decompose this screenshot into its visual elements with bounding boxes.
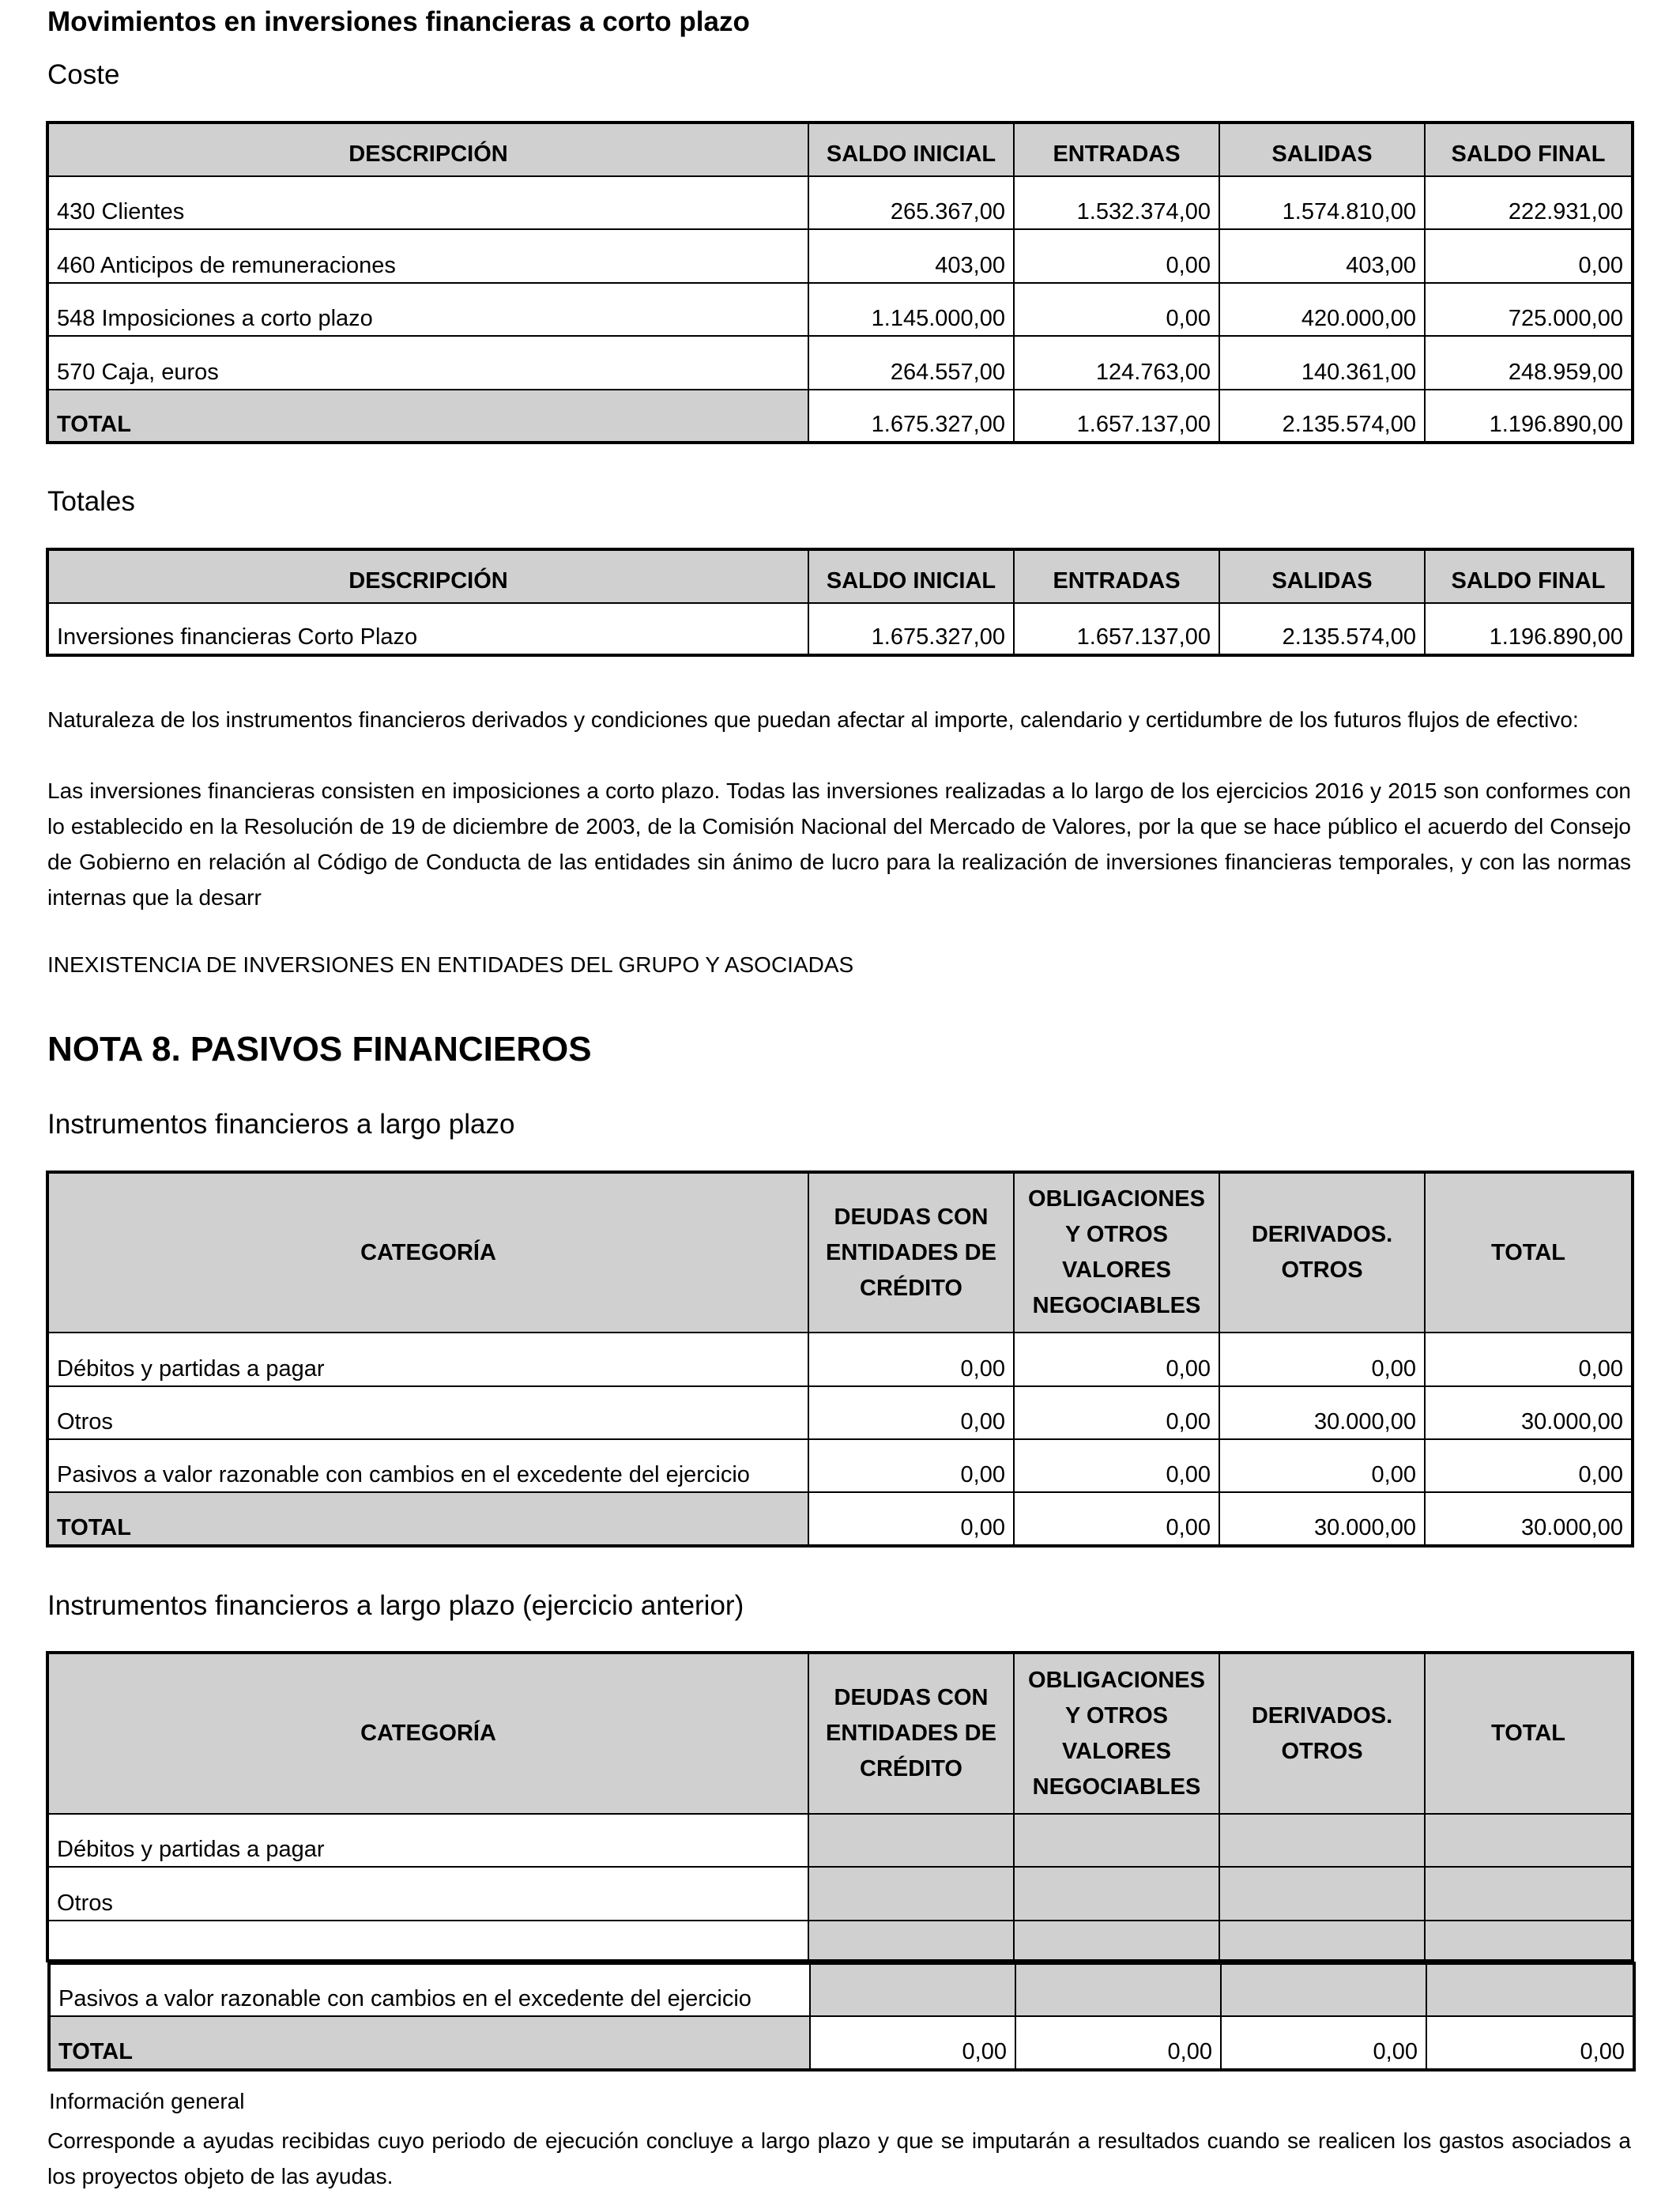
col-header: DESCRIPCIÓN <box>47 549 808 603</box>
col-header: OBLIGACIONES Y OTROS VALORES NEGOCIABLES <box>1014 1172 1219 1333</box>
cell-desc: 570 Caja, euros <box>47 336 808 390</box>
cell-empty <box>1015 1963 1221 2016</box>
cell-desc: Pasivos a valor razonable con cambios en el excedente del ejercicio <box>47 1439 808 1492</box>
totales-table <box>46 548 1634 657</box>
cell-total-label: TOTAL <box>47 390 808 443</box>
movimientos-table <box>46 121 1634 444</box>
cell-value: 0,00 <box>1426 2016 1634 2070</box>
table-row <box>47 336 1633 390</box>
cell-empty <box>808 1814 1014 1867</box>
nota8-title: NOTA 8. PASIVOS FINANCIEROS <box>47 1030 592 1069</box>
cell-value: 0,00 <box>1014 1386 1219 1439</box>
cell-desc <box>47 1921 808 1961</box>
cell-value: 0,00 <box>808 1439 1014 1492</box>
cell-value: 0,00 <box>1014 1439 1219 1492</box>
cell-value: 0,00 <box>1425 229 1633 283</box>
cell-empty <box>810 1963 1015 2016</box>
section-title: Movimientos en inversiones financieras a corto plazo <box>47 6 750 37</box>
cell-total-label: TOTAL <box>47 1492 808 1546</box>
cell-value: 30.000,00 <box>1219 1386 1425 1439</box>
cell-value: 0,00 <box>1425 1333 1633 1386</box>
cell-total-label: TOTAL <box>49 2016 810 2070</box>
info-general-text: Corresponde a ayudas recibidas cuyo periodo de ejecución concluye a largo plazo y que se imputarán a resultados cuando se realicen los gastos asociados a los proyectos objeto de las ayudas. <box>47 2128 1631 2188</box>
col-header: CATEGORÍA <box>47 1653 808 1814</box>
col-header: SALIDAS <box>1219 123 1425 176</box>
total-row <box>47 390 1633 443</box>
table-row <box>47 1814 1633 1867</box>
cell-value: 0,00 <box>808 1333 1014 1386</box>
paragraph-naturaleza: Naturaleza de los instrumentos financieros derivados y condiciones que puedan afectar al importe, calendario y certidumbre de los futuros flujos de efectivo: <box>47 707 1579 732</box>
coste-label: Coste <box>47 59 120 90</box>
cell-empty <box>1219 1921 1425 1961</box>
col-header: SALIDAS <box>1219 549 1425 603</box>
col-header: SALDO FINAL <box>1425 549 1633 603</box>
cell-value: 403,00 <box>1219 229 1425 283</box>
cell-value: 140.361,00 <box>1219 336 1425 390</box>
cell-value: 0,00 <box>1014 283 1219 336</box>
cell-empty <box>1014 1867 1219 1921</box>
cell-value: 265.367,00 <box>808 176 1014 229</box>
cell-empty <box>808 1867 1014 1921</box>
col-header: SALDO FINAL <box>1425 123 1633 176</box>
col-header: DESCRIPCIÓN <box>47 123 808 176</box>
total-row <box>47 1492 1633 1546</box>
cell-value: 403,00 <box>808 229 1014 283</box>
table-row <box>47 1333 1633 1386</box>
cell-value: 2.135.574,00 <box>1219 603 1425 655</box>
col-header: SALDO INICIAL <box>808 123 1014 176</box>
cell-value: 1.145.000,00 <box>808 283 1014 336</box>
cell-value: 0,00 <box>1219 1439 1425 1492</box>
cell-value: 1.574.810,00 <box>1219 176 1425 229</box>
cell-value: 1.675.327,00 <box>808 390 1014 443</box>
table-row <box>49 1963 1634 2016</box>
cell-value: 0,00 <box>1221 2016 1426 2070</box>
table-row <box>47 176 1633 229</box>
cell-empty <box>1014 1921 1219 1961</box>
cell-desc: 460 Anticipos de remuneraciones <box>47 229 808 283</box>
col-header: DERIVADOS. OTROS <box>1219 1653 1425 1814</box>
cell-value: 2.135.574,00 <box>1219 390 1425 443</box>
info-general-title: Información general <box>49 2089 245 2113</box>
subtitle-largo-plazo: Instrumentos financieros a largo plazo <box>47 1109 515 1140</box>
cell-empty <box>1425 1921 1633 1961</box>
cell-value: 0,00 <box>1425 1439 1633 1492</box>
table-row <box>47 229 1633 283</box>
table-row <box>47 1386 1633 1439</box>
cell-value: 1.675.327,00 <box>808 603 1014 655</box>
cell-value: 1.657.137,00 <box>1014 390 1219 443</box>
cell-desc: Débitos y partidas a pagar <box>47 1333 808 1386</box>
table-row <box>47 1921 1633 1961</box>
cell-value: 1.196.890,00 <box>1425 603 1633 655</box>
cell-value: 1.196.890,00 <box>1425 390 1633 443</box>
cell-value: 0,00 <box>1219 1333 1425 1386</box>
cell-value: 0,00 <box>1015 2016 1221 2070</box>
col-header: ENTRADAS <box>1014 549 1219 603</box>
table-row <box>47 1439 1633 1492</box>
paragraph-inversiones: Las inversiones financieras consisten en imposiciones a corto plazo. Todas las inversiones realizadas a lo largo de los ejercicios 2016 y 2015 son conformes con lo establecido en la Resolución de 19 de diciembre de 2003, de la Comisión Nacional del Mercado de Valores, por la que se hace público el acuerdo del Consejo de Gobierno en relación al Código de Conducta de las entidades sin ánimo de lucro para la realización de inversiones financieras temporales, y con las normas internas que la desarr <box>47 778 1631 910</box>
cell-desc: Otros <box>47 1386 808 1439</box>
col-header: TOTAL <box>1425 1172 1633 1333</box>
cell-value: 30.000,00 <box>1425 1386 1633 1439</box>
cell-value: 0,00 <box>1014 229 1219 283</box>
totales-label: Totales <box>47 486 135 517</box>
table-row <box>47 1867 1633 1921</box>
cell-value: 1.532.374,00 <box>1014 176 1219 229</box>
cell-value: 222.931,00 <box>1425 176 1633 229</box>
cell-empty <box>1219 1814 1425 1867</box>
pasivos-anterior-table <box>46 1651 1634 1962</box>
cell-value: 0,00 <box>1014 1492 1219 1546</box>
cell-value: 1.657.137,00 <box>1014 603 1219 655</box>
col-header: SALDO INICIAL <box>808 549 1014 603</box>
col-header: DEUDAS CON ENTIDADES DE CRÉDITO <box>808 1653 1014 1814</box>
col-header: ENTRADAS <box>1014 123 1219 176</box>
cell-value: 420.000,00 <box>1219 283 1425 336</box>
col-header: OBLIGACIONES Y OTROS VALORES NEGOCIABLES <box>1014 1653 1219 1814</box>
cell-empty <box>1221 1963 1426 2016</box>
cell-value: 0,00 <box>1014 1333 1219 1386</box>
cell-empty <box>1425 1814 1633 1867</box>
cell-desc: Débitos y partidas a pagar <box>47 1814 808 1867</box>
col-header: TOTAL <box>1425 1653 1633 1814</box>
cell-empty <box>1014 1814 1219 1867</box>
cell-value: 725.000,00 <box>1425 283 1633 336</box>
cell-desc: Inversiones financieras Corto Plazo <box>47 603 808 655</box>
pasivos-anterior-table-cont <box>47 1962 1636 2071</box>
cell-value: 264.557,00 <box>808 336 1014 390</box>
col-header: DEUDAS CON ENTIDADES DE CRÉDITO <box>808 1172 1014 1333</box>
cell-value: 124.763,00 <box>1014 336 1219 390</box>
table-row <box>47 283 1633 336</box>
cell-empty <box>1219 1867 1425 1921</box>
cell-value: 0,00 <box>808 1492 1014 1546</box>
table-row <box>47 603 1633 655</box>
cell-desc: Otros <box>47 1867 808 1921</box>
col-header: DERIVADOS. OTROS <box>1219 1172 1425 1333</box>
inexistencia-note: INEXISTENCIA DE INVERSIONES EN ENTIDADES DEL GRUPO Y ASOCIADAS <box>47 952 854 977</box>
pasivos-table <box>46 1171 1634 1547</box>
total-row <box>49 2016 1634 2070</box>
cell-value: 0,00 <box>810 2016 1015 2070</box>
cell-desc: Pasivos a valor razonable con cambios en el excedente del ejercicio <box>49 1963 810 2016</box>
cell-empty <box>1426 1963 1634 2016</box>
cell-desc: 430 Clientes <box>47 176 808 229</box>
cell-value: 0,00 <box>808 1386 1014 1439</box>
subtitle-ejercicio-anterior: Instrumentos financieros a largo plazo (ejercicio anterior) <box>47 1590 744 1621</box>
cell-value: 248.959,00 <box>1425 336 1633 390</box>
cell-value: 30.000,00 <box>1219 1492 1425 1546</box>
cell-desc: 548 Imposiciones a corto plazo <box>47 283 808 336</box>
col-header: CATEGORÍA <box>47 1172 808 1333</box>
cell-value: 30.000,00 <box>1425 1492 1633 1546</box>
cell-empty <box>808 1921 1014 1961</box>
cell-empty <box>1425 1867 1633 1921</box>
